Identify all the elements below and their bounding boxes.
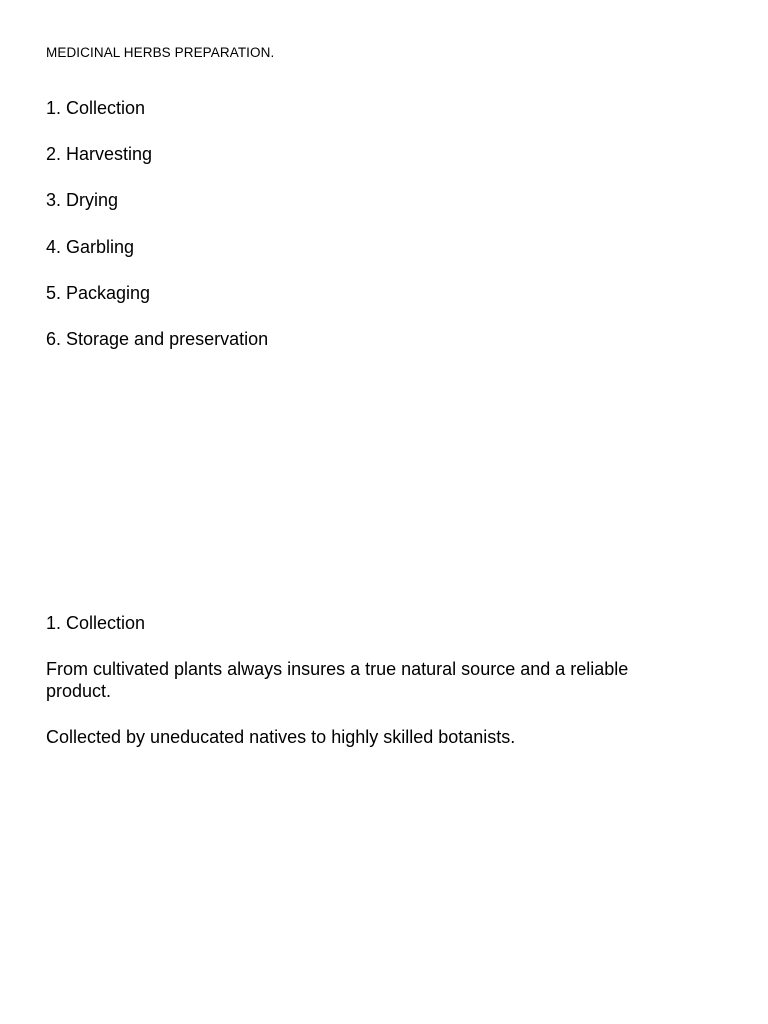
- section-paragraph: Collected by uneducated natives to highly skilled botanists.: [46, 727, 516, 747]
- section-paragraph: From cultivated plants always insures a true natural source and a reliable product.: [46, 659, 629, 701]
- section-heading: 1. Collection: [46, 613, 146, 633]
- document-title: MEDICINAL HERBS PREPARATION.: [46, 45, 275, 60]
- collection-section: [46, 612, 646, 772]
- step-item-storage: 6. Storage and preservation: [46, 328, 269, 349]
- step-item-harvesting: 2. Harvesting: [46, 144, 153, 165]
- step-item-packaging: 5. Packaging: [46, 282, 151, 303]
- steps-list: [46, 97, 268, 374]
- step-item-drying: 3. Drying: [46, 190, 119, 211]
- step-item-garbling: 4. Garbling: [46, 236, 135, 257]
- step-item-collection: 1. Collection: [46, 98, 146, 118]
